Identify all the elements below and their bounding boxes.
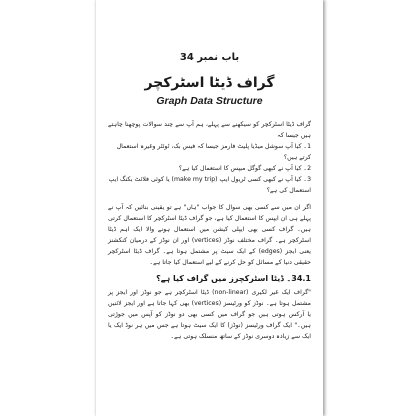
section-heading: 34.1۔ ڈیٹا اسٹرکچرز میں گراف کیا ہے؟ <box>156 274 311 283</box>
book-page <box>96 0 323 416</box>
question-item: 3۔ کیا آپ نے کبھی کسی ٹریول ایپ (make my trip) یا کوئی فلائٹ بکنگ ایپ استعمال کی ہے؟ <box>108 176 311 194</box>
intro-paragraph: گراف ڈیٹا اسٹرکچر کو سیکھنے سے پہلے، ہم آپ سے چند سوالات پوچھنا چاہتے ہیں جیسا کہ <box>108 121 311 139</box>
chapter-title-english: Graph Data Structure <box>156 95 263 107</box>
answer-paragraph: اگر ان میں سے کسی بھی سوال کا جواب "ہاں" ہے تو یقینی بنائیں کہ آپ نے پہلے ہی ان ایپس کا استعمال کیا ہے، جو گراف ڈیٹا اسٹرکچر کا استعمال کرتی ہیں۔ گراف کسی بھی ایپلی کیشن میں استعمال ہونے والا ایک اہم ڈیٹا اسٹرکچر ہے۔ گراف مختلف نوڈز (vertices) اور ان نوڈز کے درمیان کنکشنز یعنی ایجز (edges) کے ایک سیٹ پر مشتمل ہوتا ہے۔ گراف ڈیٹا اسٹرکچر حقیقی دنیا کے مسائل کو حل کرنے کے لیے استعمال کیا جاتا ہے۔ <box>108 204 311 266</box>
question-item: 2۔ کیا آپ نے کبھی گوگل میپس کا استعمال کیا ہے؟ <box>178 165 311 172</box>
question-item: 1۔ کیا آپ سوشل میڈیا پلیٹ فارمز جیسا کہ فیس بک، ٹوئٹر وغیرہ استعمال کرتے ہیں؟ <box>116 143 311 161</box>
question-list <box>108 141 311 196</box>
chapter-number: باب نمبر 34 <box>179 52 240 63</box>
section-paragraph: "گراف ایک غیر لکیری (non-linear) ڈیٹا اسٹرکچر ہے جو نوڈز اور ایجز پر مشتمل ہوتا ہے۔ نوڈز کو ورٹیسز (vertices) بھی کہا جاتا ہے اور ایجز لائنیں یا آرکس ہوتی ہیں جو گراف میں کسی بھی دو نوڈز کو آپس میں جوڑتی ہیں۔" ایک گراف ورٹیسز (نوڈز) کا ایک سیٹ ہوتا ہے جس میں ہر نوڈ ایک یا ایک سے زیادہ دوسری نوڈز کے ساتھ منسلک ہوتی ہے۔ <box>108 289 311 340</box>
chapter-title-urdu: گراف ڈیٹا اسٹرکچر <box>144 75 275 91</box>
page-content <box>108 52 311 342</box>
